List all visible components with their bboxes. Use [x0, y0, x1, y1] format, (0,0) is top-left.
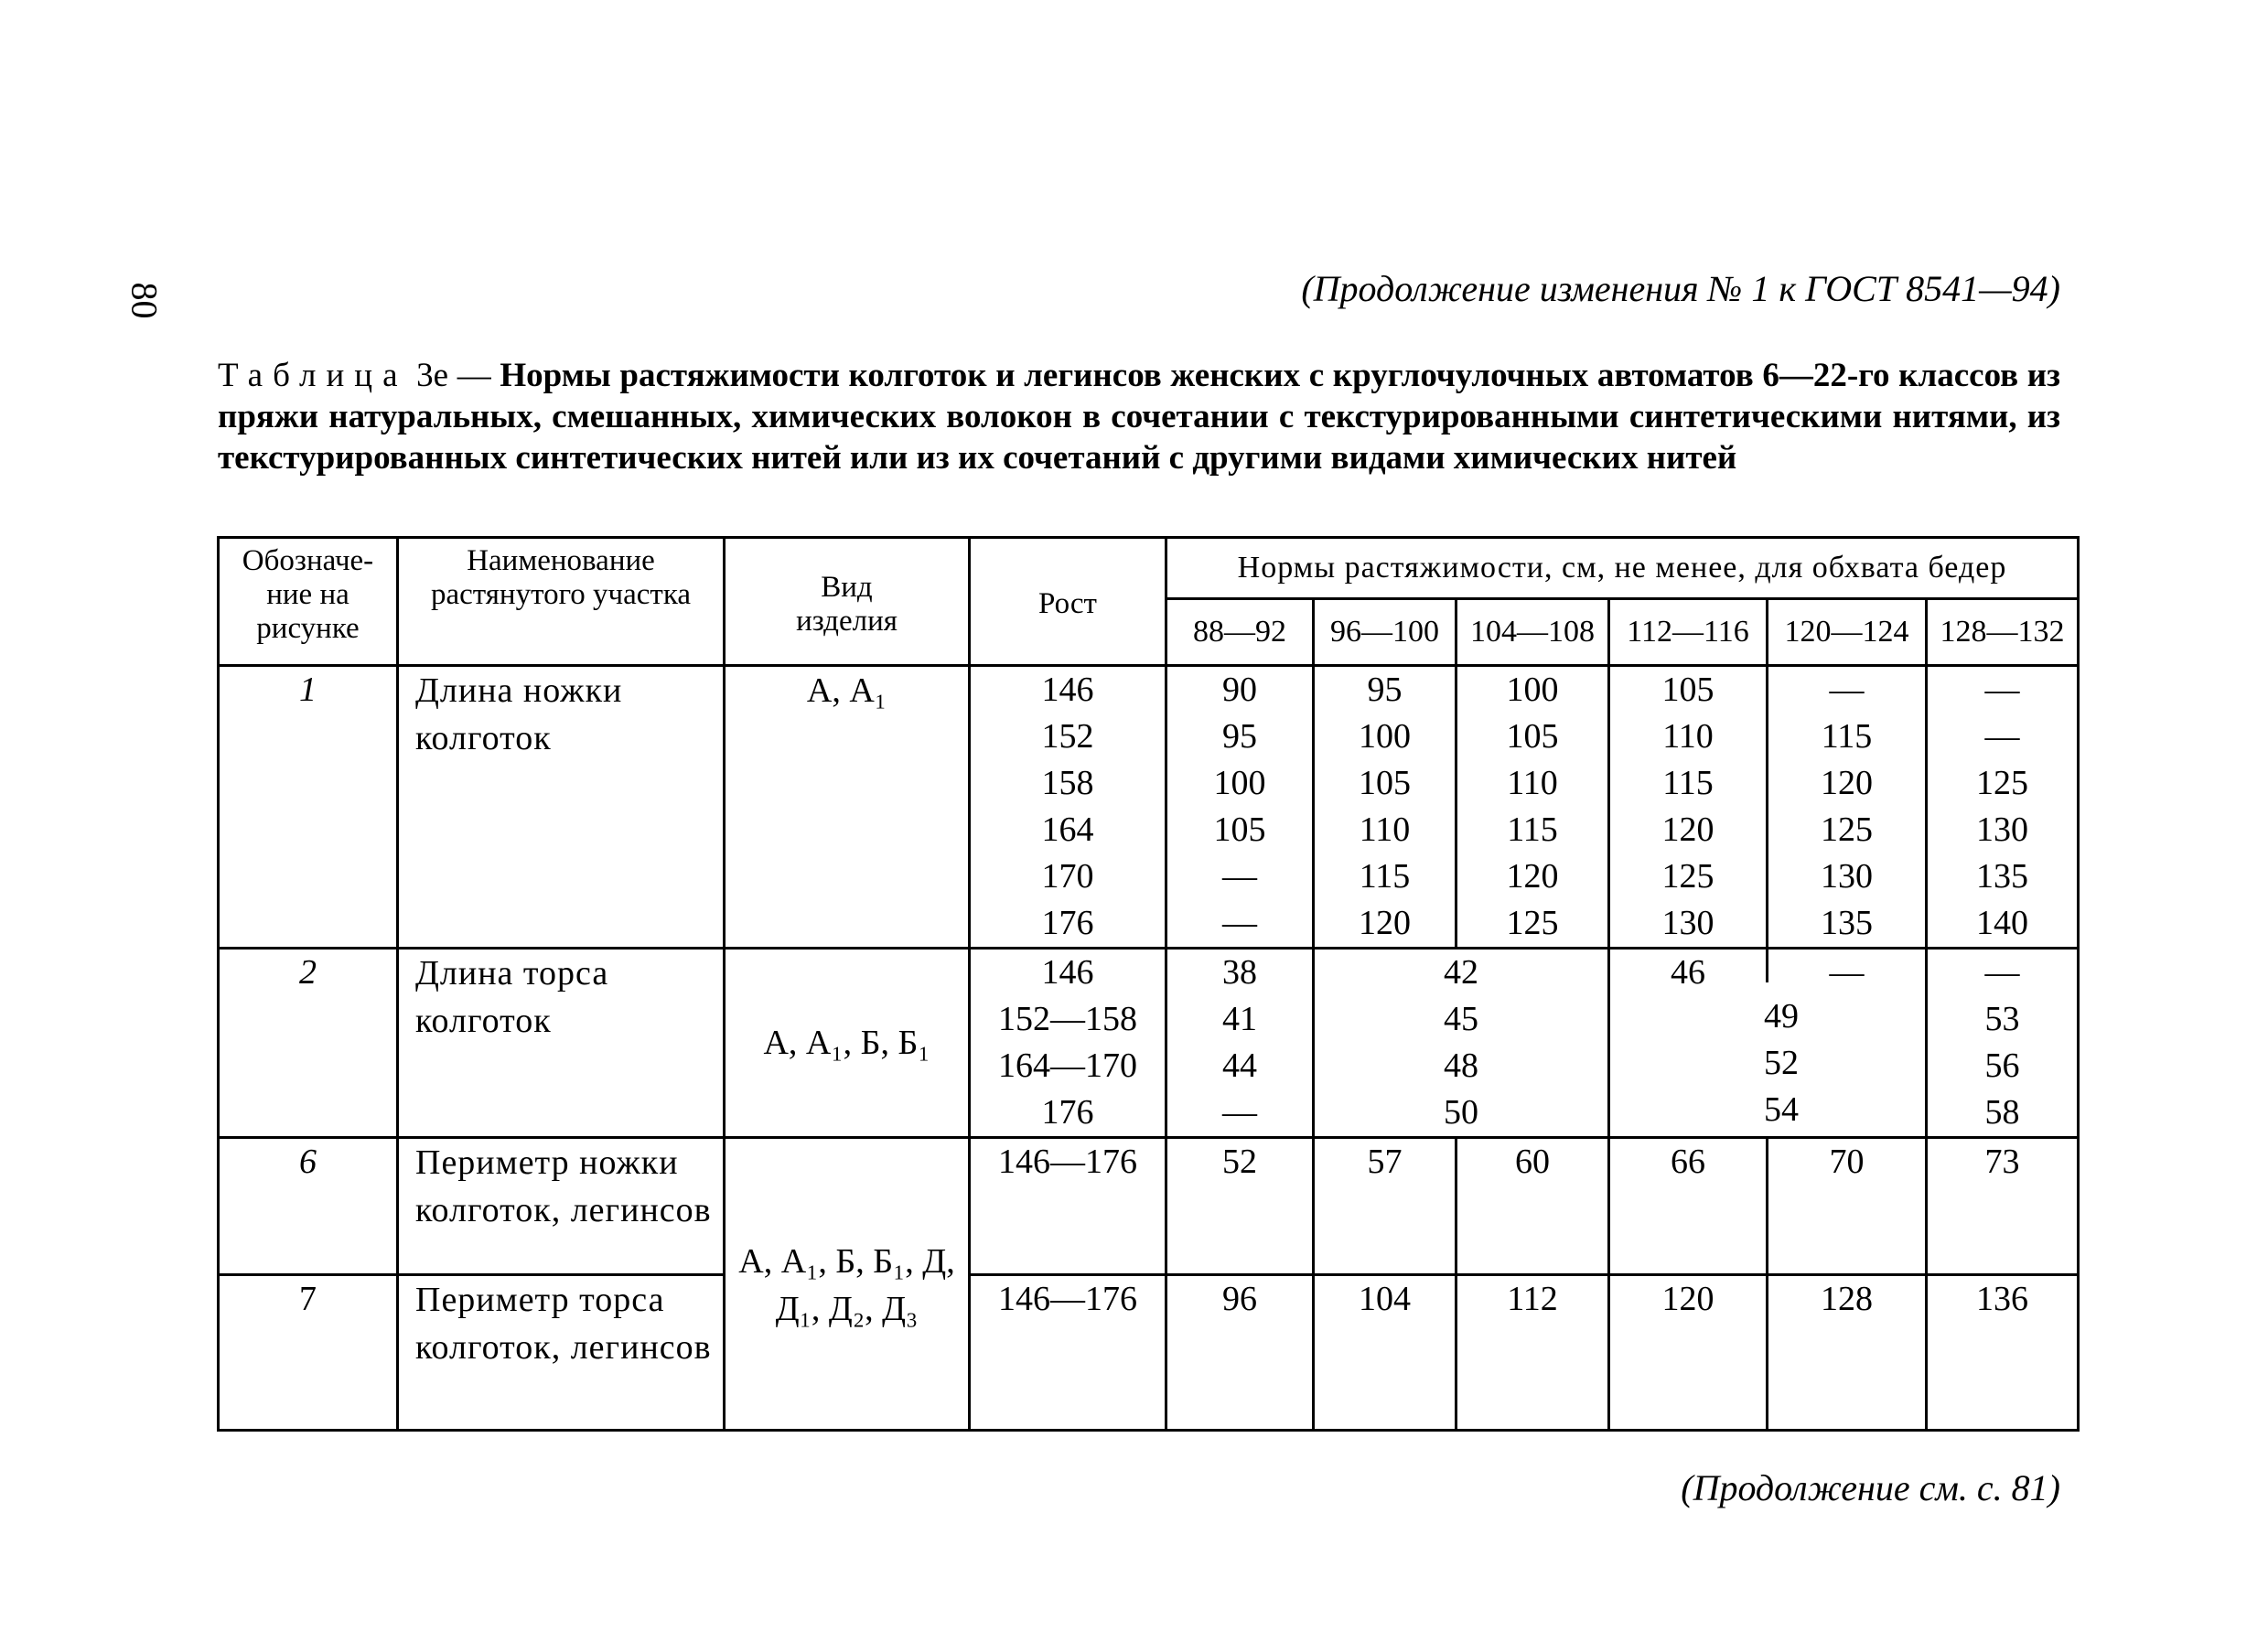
row2-col-128 — [1927, 949, 2079, 1138]
cell-value: 110 — [1359, 810, 1411, 849]
height-value: 170 — [1041, 857, 1094, 896]
header-name: Наименование растянутого участка — [398, 538, 725, 666]
row2-col-96-108 — [1314, 949, 1609, 1138]
cell-value: 100 — [1359, 717, 1411, 756]
cell-value: 135 — [1976, 857, 2028, 896]
row1-name: Длина ножки колготок — [398, 666, 725, 949]
cell-value: 95 — [1222, 717, 1257, 756]
cell-value: — — [1222, 1093, 1257, 1132]
cell-value: 125 — [1661, 857, 1714, 896]
cell-value: 120 — [1506, 857, 1559, 896]
cell-value: 120 — [1359, 904, 1411, 942]
header-norms: Нормы растяжимости, см, не менее, для обхвата бедер — [1166, 538, 2079, 599]
row2-col-112-124 — [1609, 949, 1927, 1138]
cell-value: — — [1222, 857, 1257, 896]
cell-value: 49 — [1764, 997, 1799, 1035]
cell-value: 140 — [1976, 904, 2028, 942]
cell-value: 66 — [1609, 1138, 1768, 1275]
cell-value: 58 — [1984, 1093, 2020, 1132]
header-size-120-124: 120—124 — [1768, 599, 1927, 666]
cell-value: 125 — [1506, 904, 1559, 942]
header-type: Вид изделия — [725, 538, 970, 666]
caption-number: 3е — — [416, 357, 491, 394]
header-size-128-132: 128—132 — [1927, 599, 2079, 666]
cell-value: 110 — [1507, 764, 1558, 802]
cell-value: 42 — [1444, 953, 1478, 992]
cell-value: 56 — [1984, 1046, 2020, 1085]
cell-value: 57 — [1314, 1138, 1456, 1275]
header-designation: Обозначе-ние на рисунке — [219, 538, 398, 666]
table-caption — [218, 355, 2060, 478]
height-value: 164—170 — [998, 1046, 1137, 1085]
header-size-104-108: 104—108 — [1456, 599, 1609, 666]
cell-value: 41 — [1222, 1000, 1257, 1038]
cell-value: 125 — [1821, 810, 1873, 849]
cell-value: — — [1984, 717, 2020, 756]
cell-value: 128 — [1768, 1275, 1927, 1431]
cell-value: 104 — [1314, 1275, 1456, 1431]
header-size-112-116: 112—116 — [1609, 599, 1768, 666]
row6-name: Периметр ножки колготок, легинсов — [398, 1138, 725, 1275]
row2-designation: 2 — [219, 949, 398, 1138]
cell-value: 110 — [1662, 717, 1714, 756]
cell-value: 130 — [1821, 857, 1873, 896]
row7-height: 146—176 — [970, 1275, 1166, 1431]
cell-value: 70 — [1768, 1138, 1927, 1275]
height-value: 158 — [1041, 764, 1094, 802]
cell-value: 45 — [1444, 1000, 1478, 1038]
caption-label: Таблица — [218, 357, 408, 394]
row2-type: А, А₁, Б, Б₁ — [725, 949, 970, 1138]
cell-value: 100 — [1506, 671, 1559, 709]
page-number: 80 — [124, 282, 166, 319]
cell-value: 105 — [1506, 717, 1559, 756]
cell-value: — — [1984, 953, 2020, 992]
cell-value: 135 — [1821, 904, 1873, 942]
height-value: 152—158 — [998, 1000, 1137, 1038]
cell-value: 125 — [1976, 764, 2028, 802]
height-value: 164 — [1041, 810, 1094, 849]
cell-value: 52 — [1764, 1044, 1799, 1082]
height-value: 176 — [1041, 904, 1094, 942]
row6-7-type: А, А₁, Б, Б₁, Д, Д₁, Д₂, Д₃ — [725, 1138, 970, 1431]
table-row — [219, 1138, 2079, 1275]
footer-note: (Продолжение см. с. 81) — [1681, 1467, 2060, 1508]
cell-value: 44 — [1222, 1046, 1257, 1085]
cell-value: 60 — [1456, 1138, 1609, 1275]
cell-value: 105 — [1359, 764, 1411, 802]
header-note: (Продолжение изменения № 1 к ГОСТ 8541—94) — [1301, 268, 2060, 309]
height-value: 152 — [1041, 717, 1094, 756]
cell-value: 54 — [1764, 1090, 1799, 1129]
cell-value: 73 — [1927, 1138, 2079, 1275]
height-value: 146 — [1041, 671, 1094, 709]
norms-table — [217, 536, 2080, 1432]
row1-designation: 1 — [219, 666, 398, 949]
cell-value: 100 — [1213, 764, 1266, 802]
cell-value: 105 — [1661, 671, 1714, 709]
cell-value: 115 — [1359, 857, 1411, 896]
row1-col-88 — [1166, 666, 1314, 949]
header-height: Рост — [970, 538, 1166, 666]
row1-col-112 — [1609, 666, 1768, 949]
row1-heights — [970, 666, 1166, 949]
cell-value: — — [1222, 904, 1257, 942]
cell-value: 136 — [1927, 1275, 2079, 1431]
table-row — [219, 1275, 2079, 1431]
cell-value: 120 — [1609, 1275, 1768, 1431]
cell-value: 120 — [1821, 764, 1873, 802]
cell-value: 115 — [1662, 764, 1714, 802]
cell-value: 38 — [1222, 953, 1257, 992]
cell-value: 96 — [1166, 1275, 1314, 1431]
row1-col-128 — [1927, 666, 2079, 949]
cell-value: 105 — [1213, 810, 1266, 849]
table-row — [219, 949, 2079, 1138]
row2-col-88 — [1166, 949, 1314, 1138]
header-size-88-92: 88—92 — [1166, 599, 1314, 666]
row1-col-104 — [1456, 666, 1609, 949]
cell-value: 115 — [1507, 810, 1558, 849]
cell-value: 46 — [1671, 953, 1705, 992]
cell-value: 130 — [1661, 904, 1714, 942]
cell-value: 48 — [1444, 1046, 1478, 1085]
height-value: 146 — [1041, 953, 1094, 992]
cell-value: 53 — [1984, 1000, 2020, 1038]
row6-height: 146—176 — [970, 1138, 1166, 1275]
row2-name: Длина торса колготок — [398, 949, 725, 1138]
cell-value: 115 — [1821, 717, 1873, 756]
row6-designation: 6 — [219, 1138, 398, 1275]
cell-value: 90 — [1222, 671, 1257, 709]
cell-value: 130 — [1976, 810, 2028, 849]
row7-designation: 7 — [219, 1275, 398, 1431]
row7-name: Периметр торса колготок, легинсов — [398, 1275, 725, 1431]
row1-col-120 — [1768, 666, 1927, 949]
cell-value: — — [1829, 671, 1865, 709]
header-size-96-100: 96—100 — [1314, 599, 1456, 666]
row2-heights — [970, 949, 1166, 1138]
cell-value: 50 — [1444, 1093, 1478, 1132]
height-value: 176 — [1041, 1093, 1094, 1132]
table-row — [219, 666, 2079, 949]
row1-col-96 — [1314, 666, 1456, 949]
cell-value: 120 — [1661, 810, 1714, 849]
row1-type: А, А₁ — [725, 666, 970, 949]
cell-value: 95 — [1367, 671, 1403, 709]
cell-value: 52 — [1166, 1138, 1314, 1275]
caption-title: Нормы растяжимости колготок и легинсов женских с круглочулочных автоматов 6—22-го классов из пряжи натуральных, смешанных, химических волокон в сочетании с текстурированными синтетическими нитями, из текстурированных синтетических нитей или из их сочетаний с другими видами химических нитей — [218, 357, 2060, 477]
cell-value: — — [1766, 950, 1925, 982]
cell-value: — — [1984, 671, 2020, 709]
cell-value: 112 — [1456, 1275, 1609, 1431]
